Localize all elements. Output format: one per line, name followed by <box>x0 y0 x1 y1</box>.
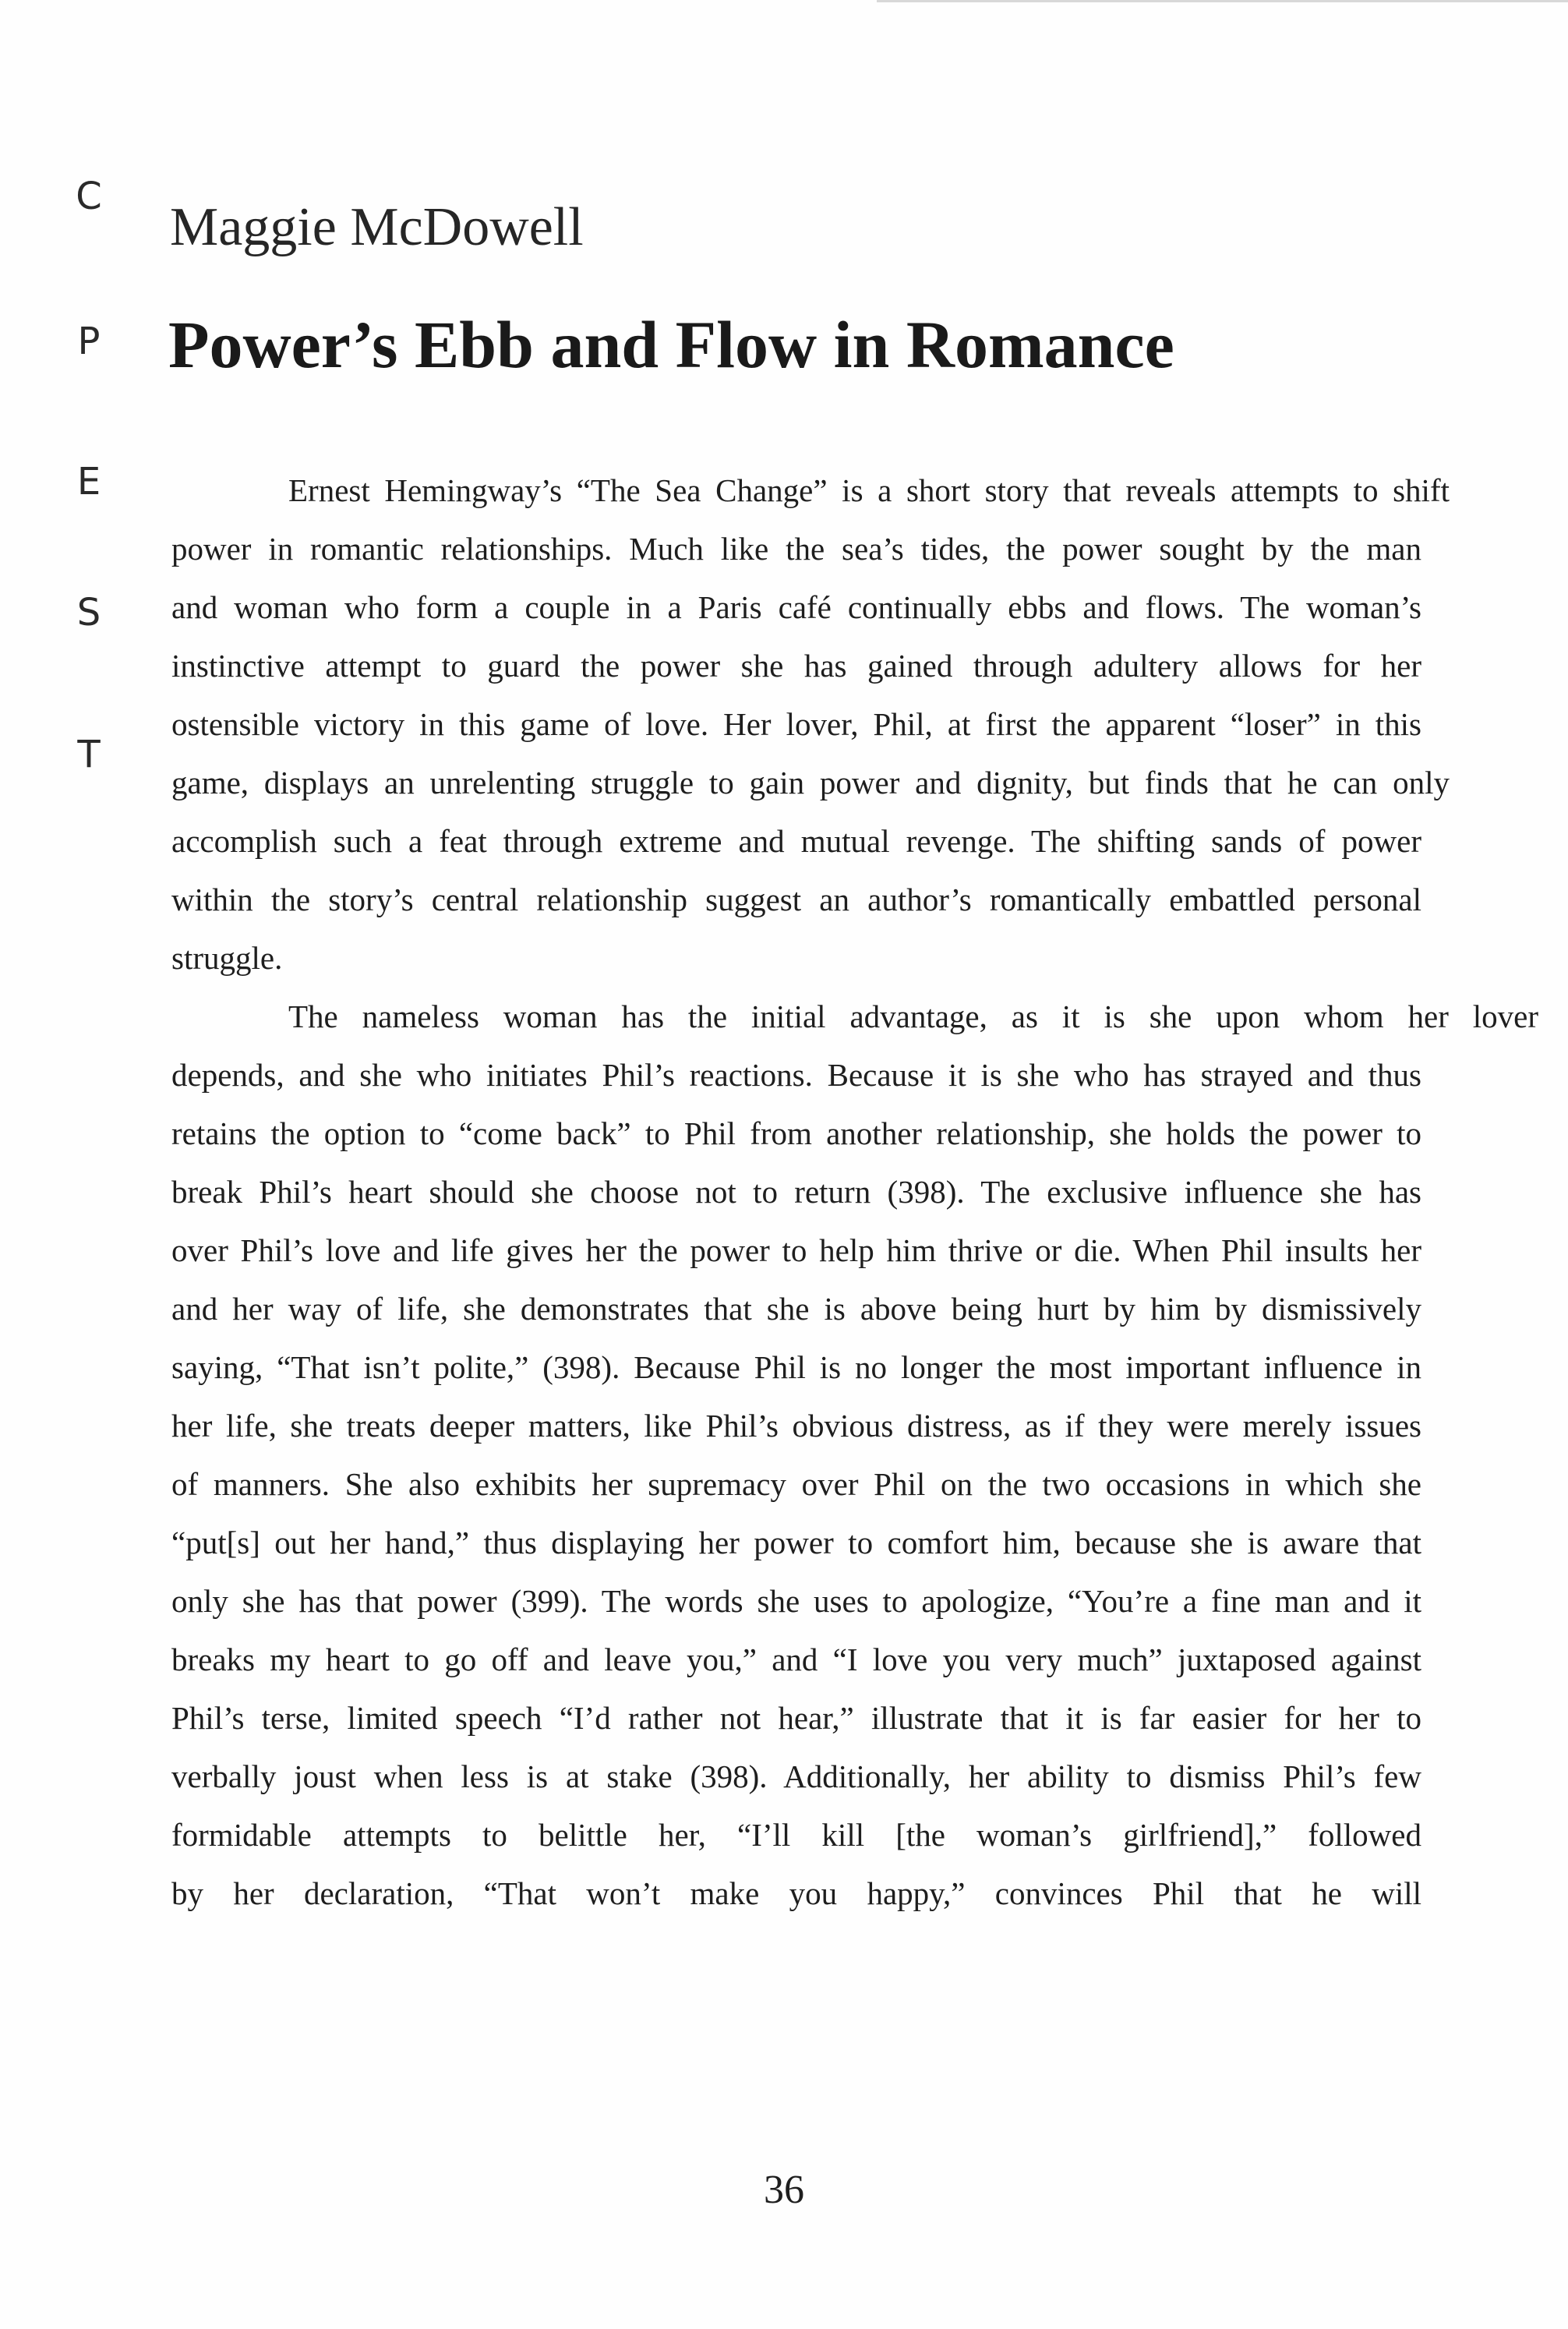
body-line: verbally joust when less is at stake (398). Additionally, her ability to dismiss Phil’s few <box>171 1758 1421 1794</box>
body-line: The nameless woman has the initial advantage, as it is she upon whom her lover <box>288 998 1538 1034</box>
author-name: Maggie McDowell <box>170 197 584 257</box>
body-line: accomplish such a feat through extreme and mutual revenge. The shifting sands of power <box>171 823 1421 859</box>
scan-edge-line <box>877 0 1568 2</box>
body-line: by her declaration, “That won’t make you happy,” convinces Phil that he will <box>171 1875 1421 1911</box>
body-line: game, displays an unrelenting struggle to gain power and dignity, but finds that he can only <box>171 765 1450 800</box>
body-line: power in romantic relationships. Much like the sea’s tides, the power sought by the man <box>171 531 1421 567</box>
body-line: breaks my heart to go off and leave you,” and “I love you very much” juxtaposed against <box>171 1642 1421 1677</box>
margin-letter-e: E <box>76 460 101 504</box>
body-line: “put[s] out her hand,” thus displaying her power to comfort him, because she is aware that <box>171 1525 1421 1560</box>
body-line: Phil’s terse, limited speech “I’d rather not hear,” illustrate that it is far easier for her to <box>171 1700 1421 1736</box>
margin-letter-t: T <box>77 733 101 776</box>
body-line: struggle. <box>171 940 283 976</box>
body-line: and woman who form a couple in a Paris café continually ebbs and flows. The woman’s <box>171 589 1421 625</box>
body-line: retains the option to “come back” to Phil from another relationship, she holds the power to <box>171 1115 1421 1151</box>
body-line: her life, she treats deeper matters, like Phil’s obvious distress, as if they were merely issues <box>171 1408 1421 1444</box>
body-line: break Phil’s heart should she choose not to return (398). The exclusive influence she has <box>171 1174 1421 1210</box>
margin-letter-c: C <box>76 175 102 218</box>
margin-letter-p: P <box>77 320 101 363</box>
body-line: saying, “That isn’t polite,” (398). Because Phil is no longer the most important influence in <box>171 1349 1421 1385</box>
page-number: 36 <box>764 2168 804 2212</box>
body-line: only she has that power (399). The words she uses to apologize, “You’re a fine man and it <box>171 1583 1421 1619</box>
body-line: depends, and she who initiates Phil’s reactions. Because it is she who has strayed and thus <box>171 1057 1421 1093</box>
body-line: of manners. She also exhibits her supremacy over Phil on the two occasions in which she <box>171 1466 1421 1502</box>
body-line: instinctive attempt to guard the power she has gained through adultery allows for her <box>171 648 1421 684</box>
essay-title: Power’s Ebb and Flow in Romance <box>168 307 1174 382</box>
essay-body <box>171 461 1538 1923</box>
body-line: formidable attempts to belittle her, “I’ll kill [the woman’s girlfriend],” followed <box>171 1817 1421 1853</box>
margin-letter-s: S <box>76 591 101 634</box>
body-line: within the story’s central relationship suggest an author’s romantically embattled personal <box>171 882 1421 917</box>
body-line: Ernest Hemingway’s “The Sea Change” is a short story that reveals attempts to shift <box>288 472 1450 508</box>
body-line: ostensible victory in this game of love. Her lover, Phil, at first the apparent “loser” in this <box>171 706 1421 742</box>
body-line: over Phil’s love and life gives her the power to help him thrive or die. When Phil insults her <box>171 1232 1421 1268</box>
body-line: and her way of life, she demonstrates that she is above being hurt by him by dismissively <box>171 1291 1421 1327</box>
